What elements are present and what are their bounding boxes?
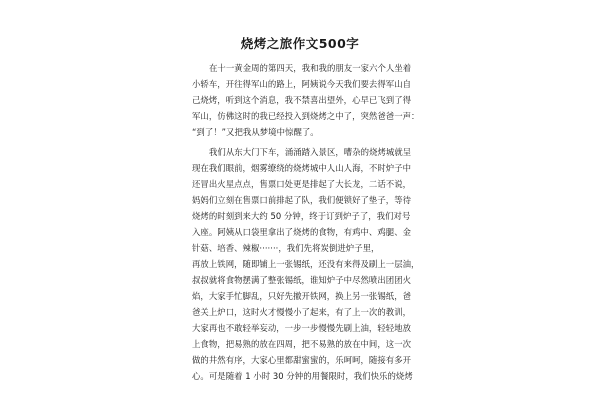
paragraph-2-line-10: 焰，大家手忙脚乱，只好先撤开铁网，换上另一张锡纸，爸 <box>192 291 412 301</box>
paragraph-2-line-4: 妈妈们立刻在售票口前排起了队，我们便锁好了垫子，等待 <box>192 195 412 205</box>
paragraph-2-line-7: 针菇、培香、辣椒·······，我们先将炭倒进炉子里， <box>192 243 380 253</box>
paragraph-1-line-5: “到了！”又把我从梦境中惊醒了。 <box>192 127 319 137</box>
paragraph-2-line-3: 还冒出火星点点，售票口处更是排起了大长龙，二话不说， <box>192 179 412 189</box>
paragraph-1-line-2: 小轿车，开往得军山的路上，阿姨说今天我们要去得军山自 <box>192 79 412 89</box>
paragraph-1-line-1: 在十一黄金周的第四天，我和我的朋友一家六个人坐着 <box>209 63 412 73</box>
paragraph-2-line-2: 现在我们眼前，烟雾缭绕的烧烤城中人山人海，不时炉子中 <box>192 163 412 173</box>
paragraph-2-line-5: 烧烤的时刻到来大约 50 分钟，终于订到炉子了，我们对号 <box>192 211 411 221</box>
paragraph-1-line-3: 己烧烤，听到这个消息，我不禁喜出望外，心早已飞到了得 <box>192 95 412 105</box>
paragraph-2-line-9: 叔叔就将食物摆满了整张锡纸，谁知炉子中尽然喷出团团火 <box>192 275 412 285</box>
paragraph-2-line-1: 我们从东大门下车，涌涌踏入景区，嘈杂的烧烤城就呈 <box>209 147 412 157</box>
paragraph-2-line-13: 上食物，把易熟的放在四周，把不易熟的放在中间，这一次 <box>192 339 412 349</box>
paragraph-2-line-6: 入座。阿姨从口袋里拿出了烧烤的食物，有鸡中、鸡腿、金 <box>192 227 412 237</box>
paragraph-2-line-15: 心。可是随着 1 小时 30 分钟的用餐限时，我们快乐的烧烤 <box>192 371 413 381</box>
paragraph-2-line-8: 再放上铁网，随即铺上一张锡纸，还没有来得及刷上一层油， <box>192 259 420 269</box>
document-title: 烧烤之旅作文500字 <box>240 36 360 51</box>
paragraph-2-line-12: 大家再也不敢轻举妄动，一步一步慢慢先刷上油，轻轻地放 <box>192 323 412 333</box>
paragraph-2-line-11: 爸关上炉口，这时火才慢慢小了起来，有了上一次的教训， <box>192 307 412 317</box>
paragraph-1-line-4: 军山，仿佛这时的我已经投入到烧烤之中了，突然爸爸一声： <box>192 111 420 121</box>
paragraph-2-line-14: 做的井然有序，大家心里都甜蜜蜜的，乐呵呵，随接有多开 <box>192 355 412 365</box>
